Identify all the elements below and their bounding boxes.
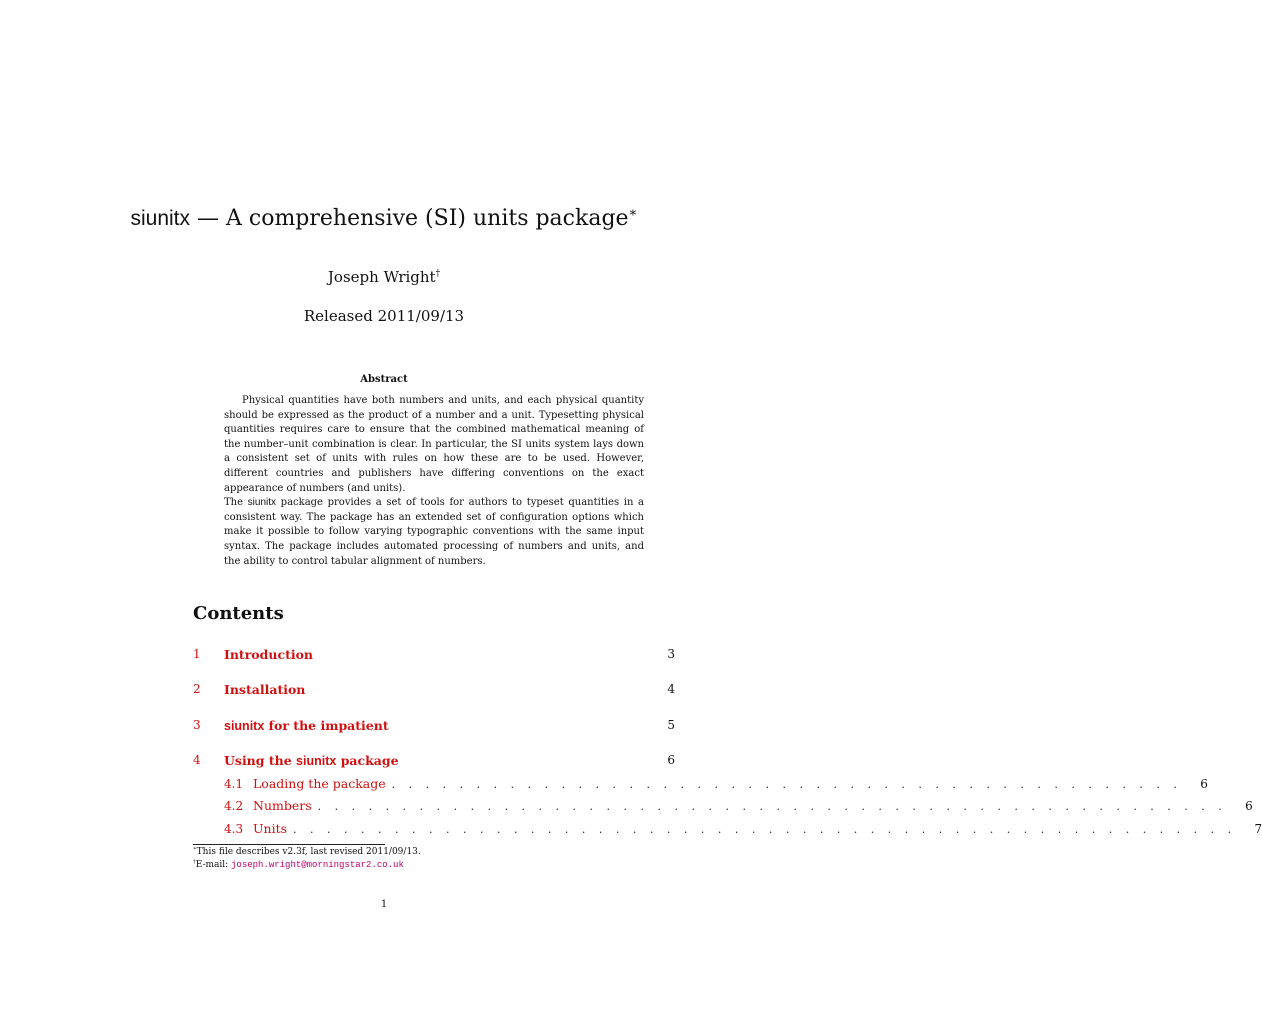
toc-subsection-number: 4.1 [224,777,244,791]
abstract-p2-rest: package provides a set of tools for authors to typeset quantities in a consistent way. The package has an extended set of configuration options which make it possible to follow varying typographic conventions with the same input syntax. The package includes automated processing of numbers and units, and the ability to control tabular alignment of numbers. [224,497,644,567]
footnote-text: This file describes v2.3f, last revised 2011/09/13. [196,847,421,857]
toc-subsection-page: 6 [1200,777,1208,791]
toc-section-number: 1 [193,647,201,661]
document-title [0,206,768,231]
footnote-version [193,847,421,857]
toc-subsection-numbers[interactable] [224,798,1253,816]
toc-section-installation[interactable] [193,682,675,702]
release-date: Released 2011/09/13 [303,307,465,325]
footnote-email [193,860,404,870]
toc-section-number: 3 [193,718,201,732]
email-link[interactable]: joseph.wright@morningstar2.co.uk [231,860,404,870]
toc-subsection-loading[interactable] [224,776,1208,794]
footnote-marker: † [193,859,196,865]
toc-section-page: 6 [667,753,675,767]
toc-subsection-number: 4.2 [224,799,244,813]
toc-subsection-page: 7 [1254,822,1262,836]
footnote-text: E-mail: [195,860,232,870]
abstract-body [224,394,644,569]
abstract-paragraph-2 [224,496,644,569]
footnote-rule [193,844,385,845]
toc-section-page: 5 [667,718,675,732]
title-package-name: siunitx [130,207,191,230]
toc-section-link[interactable]: Introduction [224,647,314,662]
toc-subsection-units[interactable] [224,821,1262,839]
toc-package-name: siunitx [224,719,265,733]
footnote-marker: ∗ [193,846,197,852]
toc-subsection-page: 6 [1245,799,1253,813]
abstract-paragraph-1: Physical quantities have both numbers and units, and each physical quantity should be expressed as the product of a number and a unit. Typesetting physical quantities requires care to ensure that the combined mathematical meaning of the number–unit combination is clear. In particular, the SI units system lays down a consistent set of units with rules on how these are to be used. However, different countries and publishers have differing conventions on the exact appearance of numbers (and units). [224,395,644,494]
toc-section-introduction[interactable] [193,647,675,667]
abstract-p2-prefix: The [224,497,248,509]
toc-section-page: 3 [667,647,675,661]
title-footnote-marker[interactable]: ∗ [628,205,638,221]
toc-section-number: 4 [193,753,201,767]
toc-section-impatient[interactable] [193,718,675,738]
abstract-p2-package: siunitx [247,497,277,509]
toc-section-link[interactable] [224,753,399,768]
toc-subsection-link[interactable]: Numbers [253,798,312,813]
toc-title-rest: for the impatient [264,718,389,733]
toc-subsection-link[interactable]: Loading the package [253,776,386,791]
toc-section-page: 4 [667,682,675,696]
author-name: Joseph Wright [327,268,436,286]
toc-leader-dots: . . . . . . . . . . . . . . . . . . . . . . . . . . . . . . . . . . . . . . . . . . . . . . . . . . . . . . [317,800,1227,813]
toc-leader-dots: . . . . . . . . . . . . . . . . . . . . . . . . . . . . . . . . . . . . . . . . . . . . . . . . . . . . . . . . [293,823,1237,836]
toc-package-name: siunitx [296,754,337,768]
page-number: 1 [380,899,388,910]
title-text: — A comprehensive (SI) units package [190,206,629,231]
toc-subsection-link[interactable]: Units [253,821,288,836]
contents-heading: Contents [193,603,284,624]
toc-leader-dots: . . . . . . . . . . . . . . . . . . . . . . . . . . . . . . . . . . . . . . . . . . . . . . . [391,778,1182,791]
toc-section-using[interactable] [193,753,675,773]
toc-title-prefix: Using the [224,753,297,768]
toc-title-rest: package [336,753,399,768]
toc-subsection-number: 4.3 [224,822,244,836]
toc-section-link[interactable]: Installation [224,682,306,697]
author-footnote-marker[interactable]: † [435,269,441,279]
toc-section-link[interactable] [224,718,389,733]
toc-section-number: 2 [193,682,201,696]
abstract-heading: Abstract [360,374,408,385]
author [0,268,768,286]
